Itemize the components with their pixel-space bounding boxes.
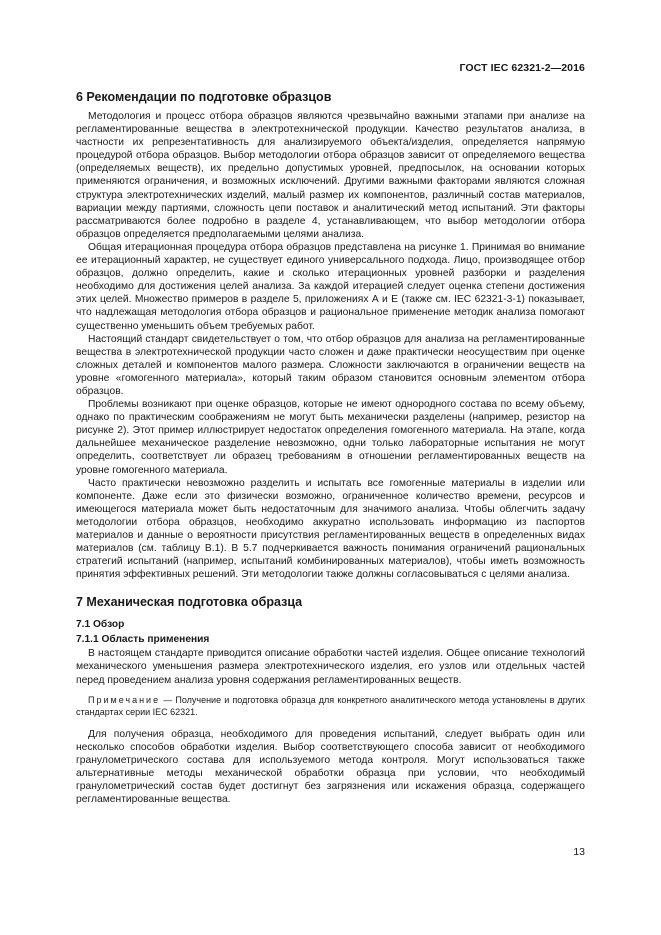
document-id-header: ГОСТ IEC 62321-2—2016 — [459, 62, 585, 74]
page-content — [76, 90, 585, 806]
note-text: — Получение и подготовка образца для конкретного аналитического метода установлены в других стандартах серии IEC 62321. — [76, 694, 585, 717]
section-6-paragraph-4: Проблемы возникают при оценке образцов, которые не имеют однородного состава по всему объему, однако по практическим соображениям не могут быть механически разделены (например, резистор на рисунке 2). Этот пример иллюстрирует недостаток определения гомогенного материала. На этапе, когда дальнейшее механическое разделение невозможно, одни только лабораторные испытания не могут определить, соответствует ли образец требованиям в отношении регламентированных веществ на уровне гомогенного материала. — [76, 399, 585, 476]
section-7-title: 7 Механическая подготовка образца — [76, 595, 303, 610]
note-label: Примечание — [88, 694, 161, 705]
section-7-paragraph: Для получения образца, необходимого для проведения испытаний, следует выбрать один или несколько способов обработки изделия. Выбор соответствующего способа зависит от необходимого гранулометрического состава для используемого метода контроля. Могут использоваться также альтернативные методы механической обработки образца при условии, что необходимый гранулометрический состав будет достигнут без загрязнения или искажения образца, содержащего регламентированные вещества. — [76, 728, 585, 806]
section-6-paragraph-1: Методология и процесс отбора образцов являются чрезвычайно важными этапами при анализе на регламентированные вещества в электротехнической продукции. Качество результатов анализа, в частности их репрезентативность для анализируемого объекта/изделия, определяется напрямую процедурой отбора образцов. Выбор методологии отбора образцов зависит от определяемого вещества (определяемых веществ), их предельно допустимых уровней, предпосылок, на основании которых применяются ограничения, и возможных исключений. Другими важными факторами являются сложная структура электротехнических изделий, малый размер их компонентов, различный состав материалов, вариации между партиями, сложность цепи поставок и аналитический метод испытаний. Эти факторы рассматриваются более подробно в разделе 4, устанавливающем, что выбор методологии отбора образцов определяется предполагаемыми целями анализа. — [76, 111, 585, 240]
page-number: 13 — [573, 846, 585, 858]
subsection-7-1-1-title: 7.1.1 Область применения — [76, 634, 210, 646]
subsection-7-1-1-paragraph: В настоящем стандарте приводится описание обработки частей изделия. Общее описание технологий механического уменьшения размера электротехнического изделия, его узлов или отдельных частей перед проведением анализа уровня содержания регламентированных веществ. — [76, 648, 585, 686]
section-6-paragraph-2: Общая итерационная процедура отбора образцов представлена на рисунке 1. Принимая во внимание ее итерационный характер, не существует единого универсального подхода. Лицо, производящее отбор образцов, должно определить, какие и сколько итерационных уровней разборки и разделения необходимо для достижения целей анализа. За каждой итерацией следует оценка степени достижения этих целей. Множество примеров в разделе 5, приложениях А и Е (также см. IEC 62321-3-1) показывает, что надлежащая методология отбора образцов и рациональное применение методик анализа помогают существенно уменьшить объем требуемых работ. — [76, 241, 585, 332]
section-6-paragraph-3: Настоящий стандарт свидетельствует о том, что отбор образцов для анализа на регламентированные вещества в электротехнической продукции часто сложен и даже практически неосуществим при оценке сложных деталей и компонентов малого размера. Сложности заключаются в ограничении веществ на уровне «гомогенного материала», который таким образом становится основным элементом отбора образцов. — [76, 333, 585, 397]
subsection-7-1-title: 7.1 Обзор — [76, 619, 125, 631]
note — [76, 694, 585, 718]
section-6-title: 6 Рекомендации по подготовке образцов — [76, 90, 332, 104]
section-6-paragraph-5: Часто практически невозможно разделить и испытать все гомогенные материалы в изделии или компоненте. Даже если это физически возможно, ограниченное количество времени, ресурсов и имеющегося материала может быть недостаточным для значимого анализа. Чтобы облегчить задачу методологии отбора образцов, необходимо аккуратно использовать информацию из паспортов материалов и данные о вероятности присутствия регламентированных веществ в определенных видах материалов (см. таблицу В.1). В 5.7 подчеркивается важность понимания ограничений рациональных стратегий испытаний (например, испытаний комбинированных материалов), чтобы иметь возможность принятия эффективных решений. Эти методологии также должны согласовываться с целями анализа. — [76, 477, 585, 581]
